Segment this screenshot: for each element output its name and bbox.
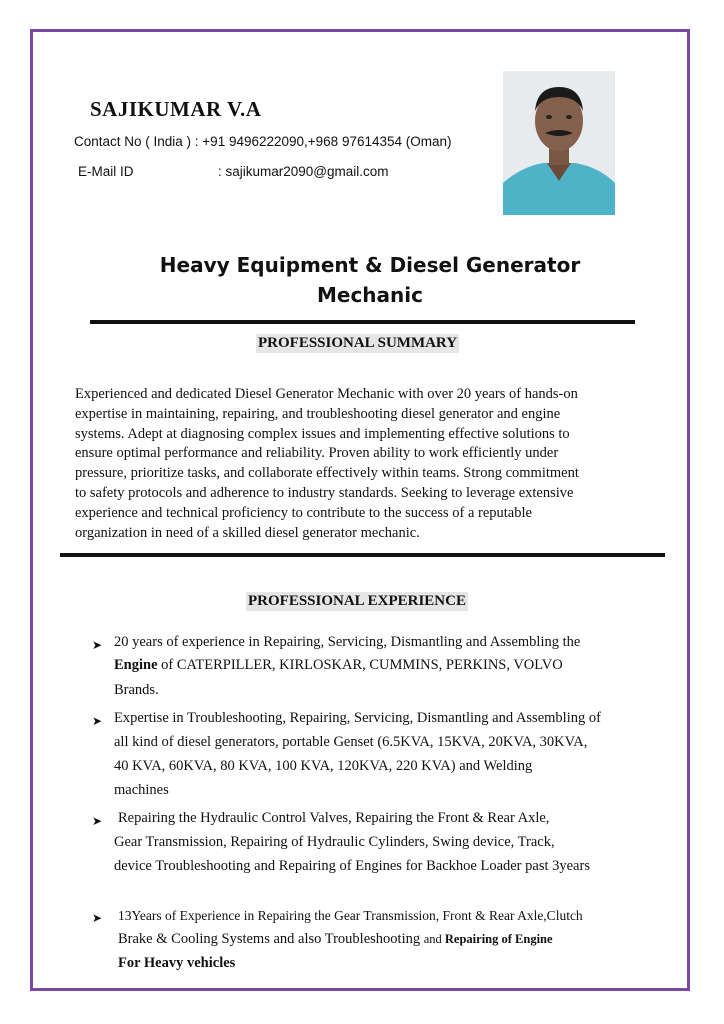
- experience-line: [114, 657, 563, 674]
- experience-title: PROFESSIONAL EXPERIENCE: [248, 593, 466, 609]
- summary-line: pressure, prioritize tasks, and collaborate effectively within teams. Strong commitment: [75, 465, 579, 482]
- contact-number: Contact No ( India ) : +91 9496222090,+968 97614354 (Oman): [74, 134, 452, 149]
- experience-line: [118, 931, 553, 948]
- headline-line-2: Mechanic: [316, 283, 423, 307]
- summary-line: expertise in maintaining, repairing, and troubleshooting diesel generator and engine: [75, 405, 561, 422]
- experience-line: machines: [114, 782, 169, 798]
- arrow-bullet-icon: ➤: [92, 714, 103, 728]
- divider-middle: [60, 553, 665, 557]
- summary-title: PROFESSIONAL SUMMARY: [258, 335, 458, 351]
- experience-line: 20 years of experience in Repairing, Servicing, Dismantling and Assembling the: [114, 634, 581, 650]
- bold-text: Repairing of Engine: [444, 932, 553, 946]
- summary-line: experience and technical proficiency to contribute to the success of a reputable: [75, 504, 532, 521]
- experience-line: For Heavy vehicles: [118, 955, 236, 971]
- arrow-bullet-icon: ➤: [92, 814, 103, 828]
- experience-line: Repairing the Hydraulic Control Valves, Repairing the Front & Rear Axle,: [118, 810, 550, 826]
- arrow-bullet-icon: ➤: [92, 638, 103, 652]
- summary-line: to safety protocols and adherence to industry standards. Seeking to leverage extensive: [75, 484, 574, 501]
- experience-line: Gear Transmission, Repairing of Hydraulic Cylinders, Swing device, Track,: [114, 834, 555, 850]
- summary-line: systems. Adept at diagnosing complex issues and implementing effective solutions to: [75, 425, 570, 442]
- summary-text: [75, 385, 675, 543]
- email-value: : sajikumar2090@gmail.com: [218, 164, 389, 179]
- email-row: [78, 164, 389, 179]
- arrow-bullet-icon: ➤: [92, 911, 103, 925]
- experience-line: device Troubleshooting and Repairing of Engines for Backhoe Loader past 3years: [114, 858, 590, 874]
- candidate-name: SAJIKUMAR V.A: [90, 97, 262, 121]
- summary-line: ensure optimal performance and reliability. Proven ability to work efficiently under: [75, 445, 559, 462]
- bold-text: Engine: [114, 657, 158, 673]
- summary-line: organization in need of a skilled diesel generator mechanic.: [75, 524, 420, 541]
- divider-top: [90, 320, 635, 324]
- experience-line: Brands.: [114, 682, 159, 698]
- experience-line: all kind of diesel generators, portable Genset (6.5KVA, 15KVA, 20KVA, 30KVA,: [114, 734, 588, 750]
- job-title-headline: [120, 250, 620, 310]
- experience-line-rest: of CATERPILLER, KIRLOSKAR, CUMMINS, PERKINS, VOLVO: [157, 657, 563, 673]
- experience-line: Expertise in Troubleshooting, Repairing, Servicing, Dismantling and Assembling of: [114, 710, 601, 726]
- experience-line-part: Brake & Cooling Systems and also Troubleshooting: [118, 931, 424, 947]
- email-label: E-Mail ID: [78, 164, 134, 179]
- experience-line: 13Years of Experience in Repairing the Gear Transmission, Front & Rear Axle,Clutch: [118, 908, 583, 923]
- summary-line: Experienced and dedicated Diesel Generator Mechanic with over 20 years of hands-on: [75, 386, 578, 402]
- profile-photo: [503, 71, 615, 215]
- experience-line-part: and: [423, 932, 445, 946]
- headline-line-1: Heavy Equipment & Diesel Generator: [159, 253, 581, 277]
- experience-line: 40 KVA, 60KVA, 80 KVA, 100 KVA, 120KVA, 220 KVA) and Welding: [114, 758, 533, 774]
